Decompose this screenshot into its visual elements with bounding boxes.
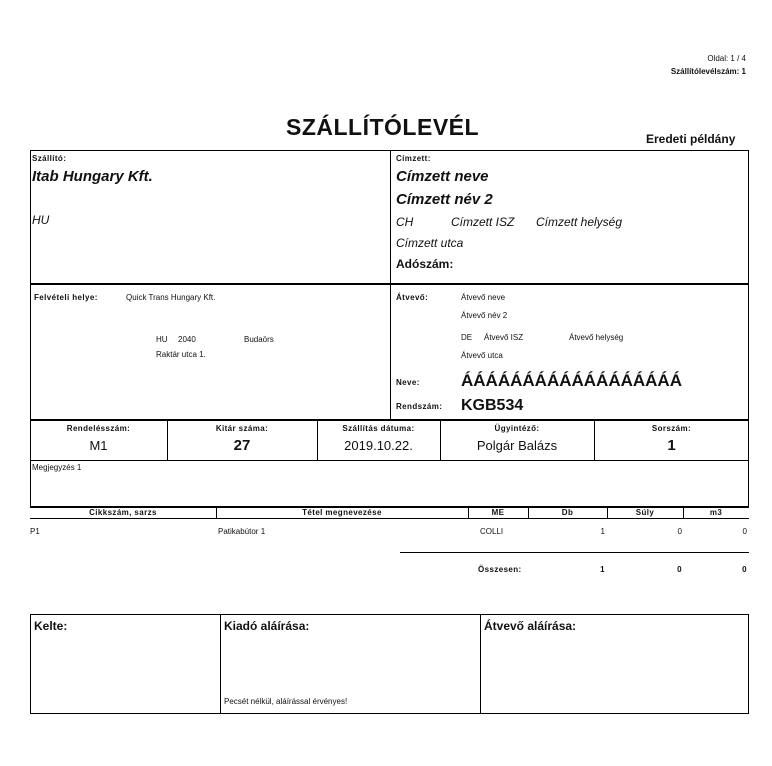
kitar-value: 27 [233, 437, 251, 454]
total-m3: 0 [742, 565, 747, 574]
recipient-name2: Címzett név 2 [396, 191, 493, 208]
delivery-note-number: Szállítólevélszám: 1 [670, 67, 746, 76]
item-m3: 0 [742, 527, 747, 536]
pickup-zip: 2040 [178, 335, 196, 344]
tax-number-label: Adószám: [396, 257, 454, 271]
pickup-city: Budaörs [244, 335, 274, 344]
order-number-value: M1 [89, 438, 108, 453]
recipient-name1: Címzett neve [396, 168, 489, 185]
receiver-country: DE [461, 333, 473, 342]
item-unit: COLLI [480, 527, 504, 536]
totals-divider [400, 552, 749, 553]
item-name: Patikabútor 1 [218, 527, 266, 536]
supplier-name: Itab Hungary Kft. [32, 168, 153, 185]
document-title: SZÁLLÍTÓLEVÉL [286, 114, 480, 140]
date-signed-label: Kelte: [34, 619, 68, 633]
supplier-label: Szállító: [32, 154, 67, 163]
page-number: Oldal: 1 / 4 [707, 54, 746, 63]
receiver-signature-label: Átvevő aláírása: [484, 619, 577, 633]
receiver-zip: Átvevő ISZ [484, 333, 524, 342]
remark-box [30, 460, 749, 507]
col-qty-header: Db [561, 508, 574, 517]
row-number-value: 1 [667, 437, 676, 454]
delivery-date-label: Szállítás dátuma: [342, 424, 415, 433]
receiver-name-label: Neve: [396, 378, 420, 387]
pickup-label: Felvételi helye: [34, 293, 98, 302]
copy-type: Eredeti példány [646, 132, 736, 146]
stamp-note: Pecsét nélkül, aláírással érvényes! [224, 697, 348, 706]
col-unit-header: ME [491, 508, 505, 517]
col-m3-header: m3 [709, 508, 723, 517]
order-number-label: Rendelésszám: [66, 424, 131, 433]
item-qty: 1 [600, 527, 605, 536]
receiver-name1: Átvevő neve [461, 293, 506, 302]
recipient-street: Címzett utca [396, 236, 464, 250]
plate-label: Rendszám: [396, 402, 443, 411]
col-sku-header: Cikkszám, sarzs [89, 508, 157, 517]
total-qty: 1 [600, 565, 605, 574]
kitar-label: Kitár száma: [215, 424, 269, 433]
col-name-header: Tétel megnevezése [302, 508, 382, 517]
signature-box [30, 614, 749, 714]
row-number-label: Sorszám: [651, 424, 692, 433]
col-weight-header: Súly [635, 508, 655, 517]
item-sku: P1 [30, 527, 40, 536]
agent-value: Polgár Balázs [476, 438, 558, 453]
item-weight: 0 [677, 527, 682, 536]
recipient-city: Címzett helység [536, 215, 623, 229]
receiver-name-value: ÁÁÁÁÁÁÁÁÁÁÁÁÁÁÁÁÁÁ [461, 371, 682, 390]
pickup-country: HU [156, 335, 168, 344]
issuer-signature-label: Kiadó aláírása: [224, 619, 310, 633]
plate-value: KGB534 [461, 397, 524, 414]
recipient-zip: Címzett ISZ [451, 215, 515, 229]
remark-text: Megjegyzés 1 [32, 463, 82, 472]
recipient-label: Címzett: [396, 154, 431, 163]
total-weight: 0 [677, 565, 682, 574]
pickup-street: Raktár utca 1. [156, 350, 206, 359]
pickup-company: Quick Trans Hungary Kft. [126, 293, 216, 302]
receiver-name2: Átvevő név 2 [461, 311, 508, 320]
receiver-label: Átvevő: [396, 293, 429, 302]
receiver-street: Átvevő utca [461, 351, 503, 360]
total-label: Összesen: [478, 565, 522, 574]
delivery-date-value: 2019.10.22. [344, 438, 413, 453]
agent-label: Ügyintéző: [494, 424, 540, 433]
supplier-country: HU [32, 213, 50, 227]
receiver-city: Átvevő helység [569, 333, 624, 342]
recipient-country: CH [396, 215, 414, 229]
